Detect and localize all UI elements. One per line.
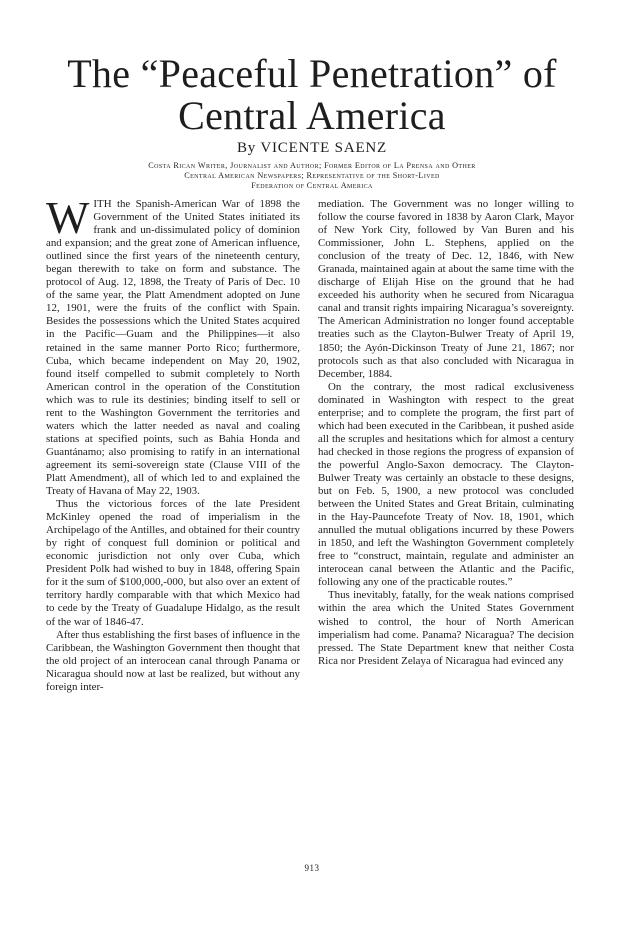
right-column: [318, 198, 574, 668]
paragraph-1-text: ITH the Spanish-American War of 1898 the Government of the United States initiated its frank and un-dissimulated policy of dominion and expansion; and the great zone of American influence, outlined since the first years of the nineteenth century, began therewith to take on form and substance. The protocol of Aug. 12, 1898, the Treaty of Paris of Dec. 10 of the same year, the Platt Amendment adopted on June 12, 1901, were the fruits of the conflict with Spain. Besides the possessions which the United States acquired in the Pacific—Guam and the Philippines—it also retained in the same manner Porto Rico; furthermore, Cuba, which became independent on May 20, 1902, found itself compelled to submit completely to North American control in the operation of the Constitution which was to rule its destinies; binding itself to sell or rent to the Washington Government the territories and waters which the latter needed as naval and coaling stations at specified points, such as Bahia Honda and Guantánamo; also promising to ratify in an international agreement its semi-sovereign state (Clause VIII of the Platt Amendment), all of which led to and explained the Treaty of Havana of May 22, 1903.: [46, 198, 300, 498]
byline: By VICENTE SAENZ: [236, 140, 388, 156]
left-column: [46, 192, 300, 694]
paragraph-5: On the contrary, the most radical exclusiveness dominated in Washington with respect to the great enterprise; and to complete the program, the first part of which had been executed in the Caribbean, it pushed aside all the scruples and hesitations which for almost a century had checked in those regions the progress of expansion of the powerful Anglo-Saxon democracy. The Clayton-Bulwer Treaty was certainly an obstacle to these designs, but on Feb. 5, 1900, a new protocol was concluded between the United States and Great Britain, culminating in the Hay-Pauncefote Treaty of Nov. 18, 1901, which annulled the mutual obligations incurred by these Powers in 1850, and left the Washington Government completely free to “construct, maintain, regulate and administer an interocean canal between the Atlantic and the Pacific, following any one of the practicable routes.”: [318, 380, 574, 589]
paragraph-4: mediation. The Government was no longer willing to follow the course favored in 1838 by Aaron Clark, Mayor of New York City, followed by Van Buren and his Commissioner, John L. Stephens, applied on the conclusion of the treaty of Dec. 12, 1846, with New Granada, maintained again at about the same time with the discharge of Elijah Hise on the ground that he had exceeded his authority when he secured from Nicaragua canal and transit rights impairing Nicaragua’s sovereignty. The American Administration no longer found acceptable treaties such as the Clayton-Bulwer Treaty of April 19, 1850; the Ayón-Dickinson Treaty of June 21, 1867; nor protocols such as that also concluded with Nicaragua in December, 1884.: [318, 198, 574, 380]
paragraph-2: Thus the victorious forces of the late President McKinley opened the road of imperialism in the Archipelago of the Antilles, and obtained for their country by right of conquest full dominion or political and economic jurisdiction not only over Cuba, which President Polk had wished to buy in 1848, offering Spain for it the sum of $100,000,-000, but also over an extent of territory hardly comparable with that which Mexico had to cede by the Treaty of Guadalupe Hidalgo, as the result of the war of 1846-47.: [46, 498, 300, 628]
paragraph-6: Thus inevitably, fatally, for the weak nations comprised within the area which the United States Government wished to control, the hour of North American imperialism had come. Panama? Nicaragua? The decision pressed. The State Department knew that neither Costa Rica nor President Zelaya of Nicaragua had evinced any: [318, 589, 574, 667]
article-title-line-2: Central America: [178, 93, 446, 138]
affiliation-line-3: Federation of Central America: [251, 181, 373, 190]
paragraph-1: [46, 192, 300, 498]
article-title-line-1: The “Peaceful Penetration” of: [67, 51, 557, 96]
page-number: 913: [304, 863, 320, 873]
affiliation-line-2: Central American Newspapers; Representative of the Short-Lived: [184, 171, 440, 180]
drop-cap: W: [46, 192, 90, 243]
affiliation-line-1: Costa Rican Writer, Journalist and Author; Former Editor of La Prensa and Other: [148, 161, 476, 170]
paragraph-3: After thus establishing the first bases of influence in the Caribbean, the Washington Government then thought that the old project of an interocean canal through Panama or Nicaragua should now at last be realized, but without any foreign inter-: [46, 628, 300, 693]
